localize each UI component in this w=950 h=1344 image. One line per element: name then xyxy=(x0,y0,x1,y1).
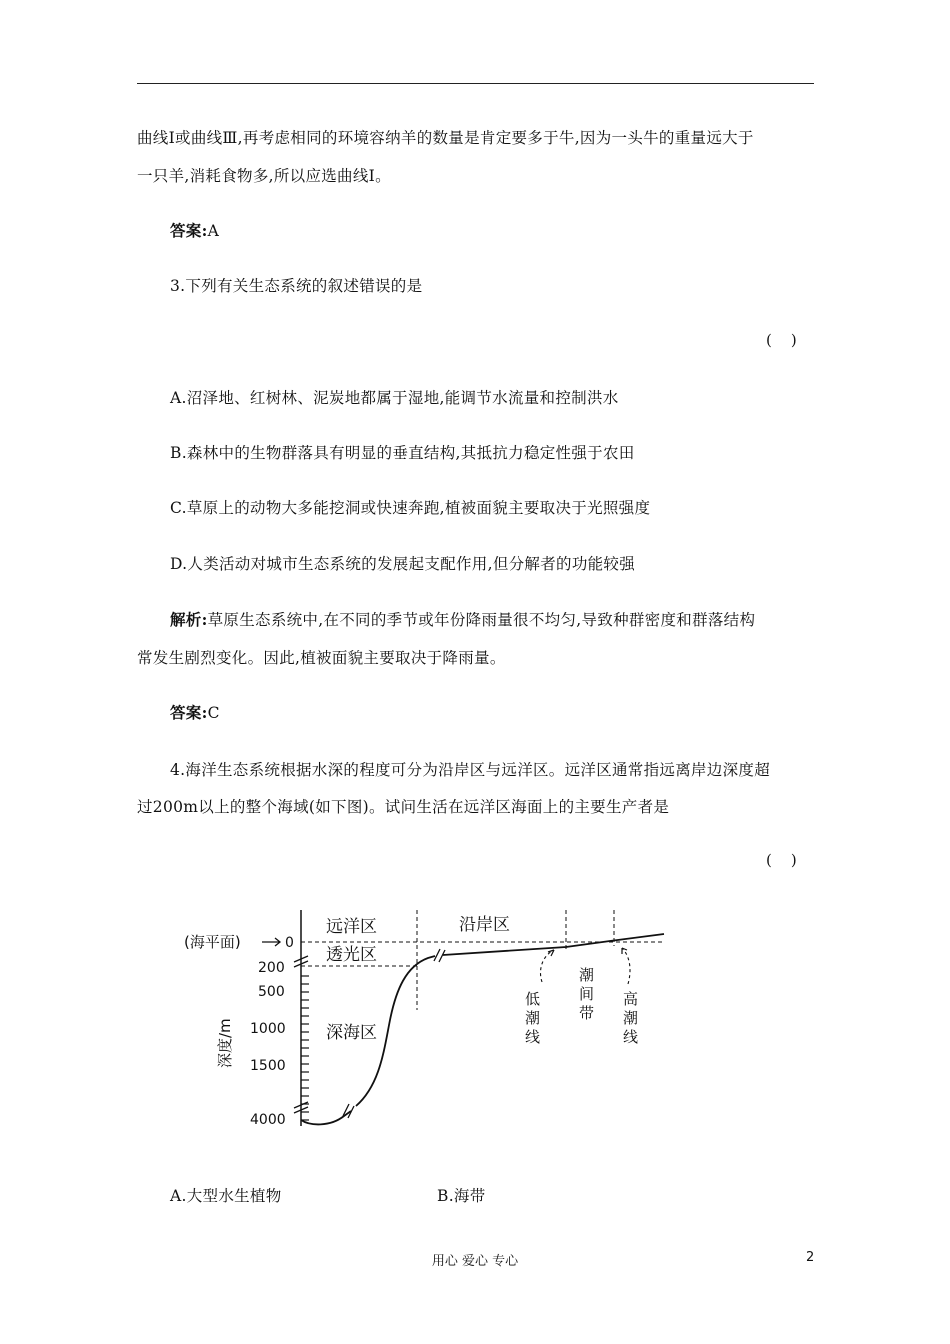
question-3-paren: ( ) xyxy=(766,331,797,349)
far-sea-zone-label: 远洋区 xyxy=(326,917,377,937)
depth-tick-4000: 4000 xyxy=(250,1112,286,1128)
question-4-option-a: A.大型水生植物 xyxy=(170,1187,282,1205)
depth-ruler-ticks xyxy=(301,976,309,1120)
analysis-line-2: 常发生剧烈变化。因此,植被面貌主要取决于降雨量。 xyxy=(137,649,506,667)
analysis-text: 草原生态系统中,在不同的季节或年份降雨量很不均匀,导致种群密度和群落结构 xyxy=(207,611,756,629)
photic-zone-label: 透光区 xyxy=(326,945,377,965)
question-4-line-1: 4.海洋生态系统根据水深的程度可分为沿岸区与远洋区。远洋区通常指远离岸边深度超 xyxy=(170,761,770,779)
low-tide-char-2: 潮 xyxy=(525,1009,541,1027)
sea-level-arrow xyxy=(262,938,280,946)
low-tide-char-1: 低 xyxy=(525,990,541,1008)
high-tide-char-1: 高 xyxy=(623,990,639,1008)
question-3-option-d: D.人类活动对城市生态系统的发展起支配作用,但分解者的功能较强 xyxy=(170,555,636,573)
high-tide-char-3: 线 xyxy=(623,1028,639,1046)
intertidal-char-3: 带 xyxy=(579,1004,595,1022)
header-rule xyxy=(137,83,814,84)
answer-2 xyxy=(170,221,219,241)
seabed-deep xyxy=(301,1111,351,1124)
answer-value: A xyxy=(207,222,220,240)
ocean-zones-figure xyxy=(170,900,670,1140)
question-3-stem: 3.下列有关生态系统的叙述错误的是 xyxy=(170,277,423,295)
intro-line-2: 一只羊,消耗食物多,所以应选曲线Ⅰ。 xyxy=(137,167,391,185)
analysis-line-1 xyxy=(170,610,755,630)
depth-tick-500: 500 xyxy=(258,984,285,1000)
low-tide-char-3: 线 xyxy=(525,1028,541,1046)
depth-axis-label: 深度/m xyxy=(216,1018,234,1068)
question-4-paren: ( ) xyxy=(766,851,797,869)
answer-label: 答案: xyxy=(170,221,208,240)
high-tide-char-2: 潮 xyxy=(623,1009,639,1027)
question-3-option-b: B.森林中的生物群落具有明显的垂直结构,其抵抗力稳定性强于农田 xyxy=(170,444,635,462)
intertidal-char-1: 潮 xyxy=(579,966,595,984)
sea-level-label: (海平面) xyxy=(184,933,241,951)
intro-line-1: 曲线Ⅰ或曲线Ⅲ,再考虑相同的环境容纳羊的数量是肯定要多于牛,因为一头牛的重量远大于 xyxy=(137,129,754,147)
question-4-line-2: 过200m以上的整个海域(如下图)。试问生活在远洋区海面上的主要生产者是 xyxy=(137,798,670,816)
question-4-option-b: B.海带 xyxy=(437,1187,486,1205)
deep-sea-zone-label: 深海区 xyxy=(326,1023,377,1043)
high-tide-arrow xyxy=(622,948,630,984)
question-3-option-a: A.沼泽地、红树林、泥炭地都属于湿地,能调节水流量和控制洪水 xyxy=(170,389,619,407)
ocean-zones-diagram xyxy=(170,900,670,1140)
page-number: 2 xyxy=(806,1250,815,1265)
intertidal-char-2: 间 xyxy=(579,985,595,1003)
answer-label: 答案: xyxy=(170,703,208,722)
page-footer: 用心 爱心 专心 xyxy=(431,1254,519,1269)
question-3-option-c: C.草原上的动物大多能挖洞或快速奔跑,植被面貌主要取决于光照强度 xyxy=(170,499,651,517)
depth-tick-0: 0 xyxy=(285,935,294,951)
answer-3 xyxy=(170,703,220,723)
coastal-zone-label: 沿岸区 xyxy=(459,915,510,935)
answer-value: C xyxy=(207,704,220,722)
depth-tick-1000: 1000 xyxy=(250,1021,286,1037)
depth-tick-1500: 1500 xyxy=(250,1058,286,1074)
analysis-label: 解析: xyxy=(170,610,208,629)
depth-tick-200: 200 xyxy=(258,960,285,976)
